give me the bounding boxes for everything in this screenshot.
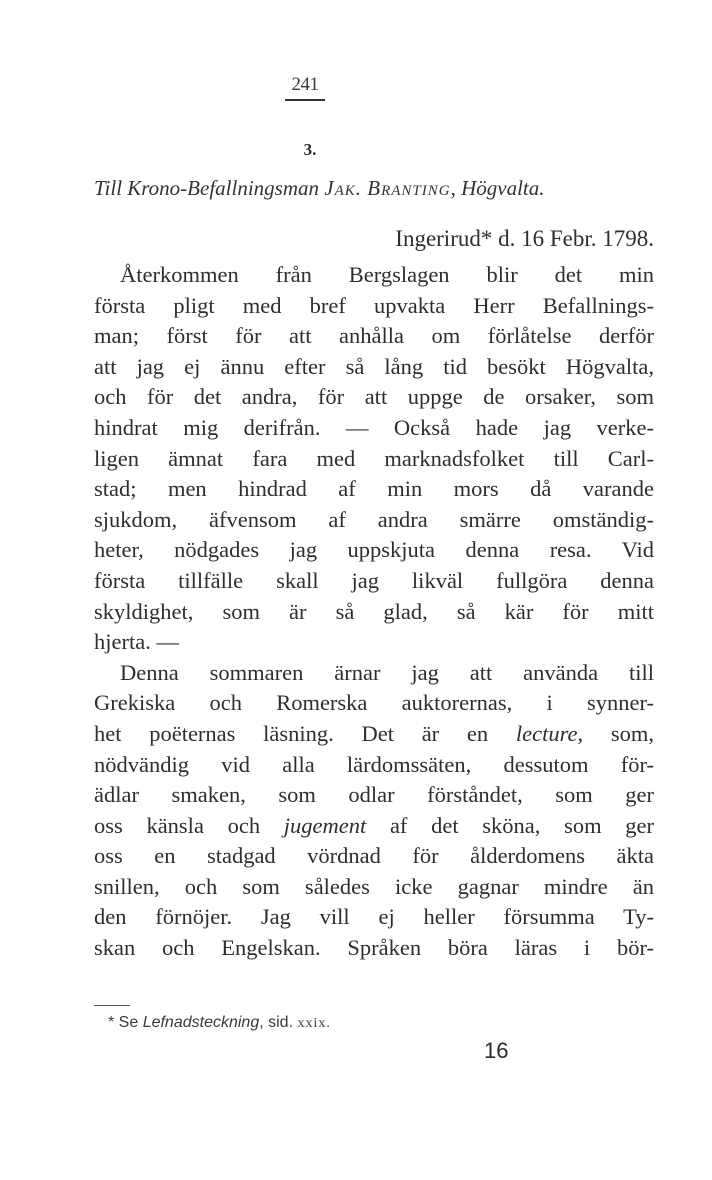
text-segment: nödvändig vid alla lärdomssäten, dessutom för- xyxy=(94,751,654,777)
footnote-rule xyxy=(94,1005,130,1006)
footnote xyxy=(108,1014,331,1032)
text-segment: som, xyxy=(583,720,654,746)
text-segment: oss känsla och xyxy=(94,812,284,838)
address-first-name: Jak. xyxy=(324,176,362,200)
text-line xyxy=(94,688,654,719)
letter-address xyxy=(94,176,654,201)
paragraph-1 xyxy=(94,260,654,658)
printer-signature-mark: 16 xyxy=(484,1038,509,1063)
text-line: hindrat mig derifrån. — Också hade jag verke- xyxy=(94,414,654,440)
text-segment: den förnöjer. Jag vill ej heller försumma Ty- xyxy=(94,904,654,930)
page-number-underline xyxy=(285,99,325,101)
text-line xyxy=(94,780,654,811)
text-segment: oss en stadgad vördnad för ålderdomens äkta xyxy=(94,843,654,869)
text-line: att jag ej ännu efter så lång tid besökt Högvalta, xyxy=(94,353,654,379)
italic-term: jugement xyxy=(283,812,367,838)
text-segment: snillen, och som således icke gagnar mindre än xyxy=(94,873,654,899)
text-line: man; först för att anhålla om förlåtelse derför xyxy=(94,323,654,349)
text-line xyxy=(94,933,654,964)
footnote-marker: * xyxy=(108,1014,119,1031)
letter-body xyxy=(94,260,654,964)
address-title: Krono-Befallningsman xyxy=(127,176,325,200)
text-line: Återkommen från Bergslagen blir det min xyxy=(120,262,654,287)
text-line xyxy=(94,750,654,781)
text-segment: af det sköna, som ger xyxy=(366,812,654,838)
text-line: ligen ämnat fara med marknadsfolket till Carl- xyxy=(94,445,654,471)
letter-number: 3. xyxy=(303,140,317,159)
page-number: 241 xyxy=(291,74,319,95)
footnote-rest: , sid. xyxy=(259,1014,298,1031)
text-line: och för det andra, för att uppge de orsaker, som xyxy=(94,384,654,410)
text-segment: Denna sommaren ärnar jag att använda till xyxy=(120,659,654,685)
place-date-line: Ingerirud* d. 16 Febr. 1798. xyxy=(395,226,654,251)
text-line: första pligt med bref upvakta Herr Befallnings- xyxy=(94,292,654,318)
footnote-lead: Se xyxy=(118,1014,143,1031)
text-line: sjukdom, äfvensom af andra smärre omständig- xyxy=(94,506,654,532)
text-segment: ädlar smaken, som odlar förståndet, som ger xyxy=(94,782,654,808)
text-line: hjerta. — xyxy=(94,629,179,655)
text-line: heter, nödgades jag uppskjuta denna resa. Vid xyxy=(94,537,654,563)
address-prefix: Till xyxy=(94,176,128,200)
address-place: Högvalta. xyxy=(461,176,545,200)
italic-term: lecture, xyxy=(515,720,584,746)
text-segment: skan och Engelskan. Språken böra läras i bör- xyxy=(94,935,654,961)
text-line xyxy=(94,811,654,842)
address-separator: , xyxy=(450,176,462,200)
text-line xyxy=(94,902,654,933)
text-line: första tillfälle skall jag likväl fullgöra denna xyxy=(94,567,654,593)
paragraph-2 xyxy=(94,658,654,964)
text-line xyxy=(94,719,654,750)
text-line: skyldighet, som är så glad, så kär för mitt xyxy=(94,598,654,624)
text-segment: Grekiska och Romerska auktorernas, i synner- xyxy=(94,690,654,716)
text-line xyxy=(94,841,654,872)
text-line: stad; men hindrad af min mors då varande xyxy=(94,476,654,502)
text-line xyxy=(94,872,654,903)
text-segment: het poëternas läsning. Det är en xyxy=(94,720,516,746)
text-line xyxy=(94,658,654,689)
footnote-work-title: Lefnadsteckning xyxy=(142,1014,260,1031)
footnote-page-ref: xxix. xyxy=(297,1016,331,1031)
address-last-name: Branting xyxy=(367,176,451,200)
